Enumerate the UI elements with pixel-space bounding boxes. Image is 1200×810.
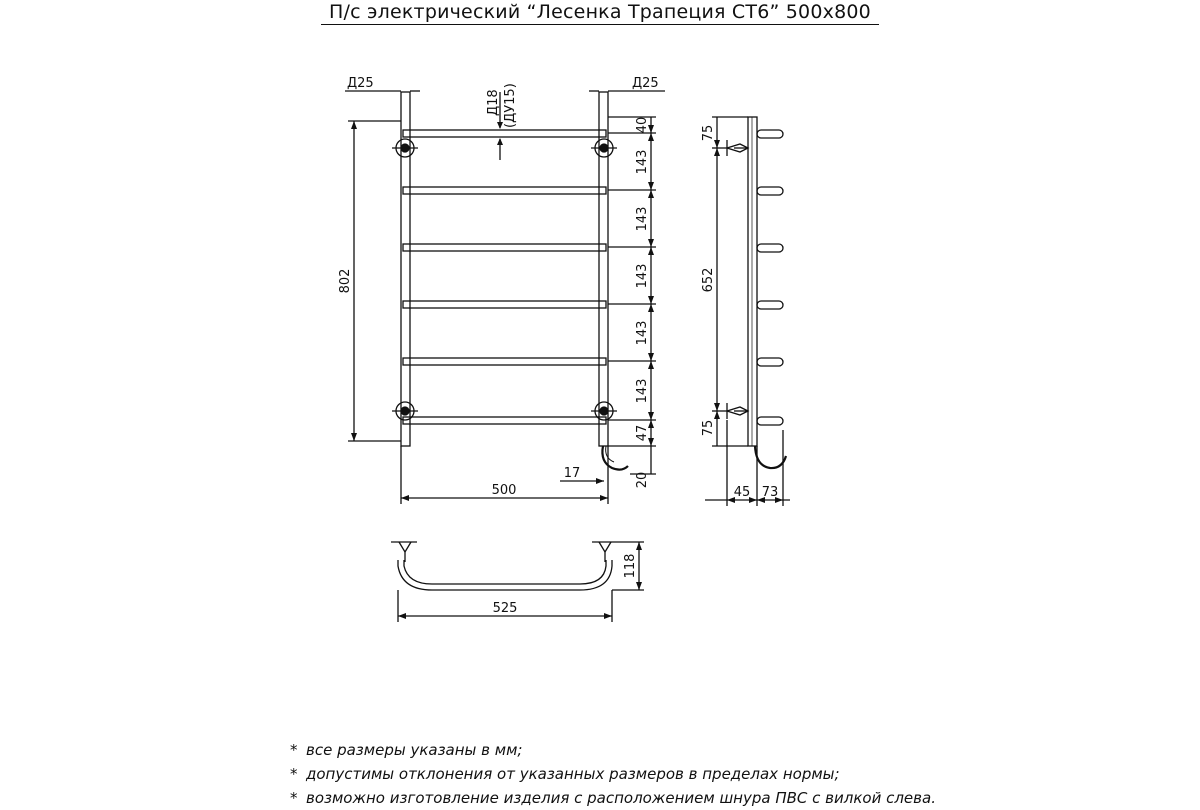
- label-side-top: 75: [701, 124, 716, 142]
- mount-bracket-top-right: [591, 139, 617, 157]
- side-pipe: [748, 117, 757, 446]
- rung-stub: [757, 301, 783, 309]
- label-pitch-2: 143: [635, 206, 650, 232]
- label-side-height: 652: [701, 267, 716, 293]
- label-plan-depth: 118: [623, 553, 638, 579]
- side-wall-bracket-bottom: [727, 403, 748, 419]
- label-d25-right: Д25: [632, 76, 659, 91]
- plan-rung-profile: [398, 560, 612, 590]
- label-cable-gap: 17: [563, 466, 581, 481]
- label-plan-width: 525: [492, 601, 518, 616]
- rungs: [403, 130, 606, 424]
- side-power-cable: [755, 446, 786, 468]
- rung-stub: [757, 358, 783, 366]
- rung: [403, 187, 606, 194]
- rung: [403, 244, 606, 251]
- label-top-offset: 40: [635, 116, 650, 134]
- plan-view: [391, 542, 644, 622]
- note-item: * возможно изготовление изделия с расположением шнура ПВС с вилкой слева.: [290, 789, 936, 807]
- plan-bracket-right: [592, 542, 618, 562]
- drawing-title: П/с электрический “Лесенка Трапеция СТ6” 500х800: [0, 0, 1200, 26]
- rung: [403, 358, 606, 365]
- label-side-wall: 45: [733, 485, 751, 500]
- rung: [403, 417, 606, 424]
- note-item: * допустимы отклонения от указанных размеров в пределах нормы;: [290, 765, 840, 783]
- label-cable-offset: 20: [635, 471, 650, 489]
- label-pitch-5: 143: [635, 378, 650, 404]
- label-d18: Д18: [486, 89, 501, 116]
- power-cable: [602, 446, 628, 470]
- label-width-front: 500: [491, 483, 517, 498]
- label-du15: (ДУ15): [503, 83, 518, 128]
- rung-stub: [757, 244, 783, 252]
- label-side-depth: 73: [761, 485, 779, 500]
- label-side-bottom: 75: [701, 419, 716, 437]
- side-wall-bracket-top: [727, 140, 748, 156]
- front-view: [345, 91, 665, 504]
- rung-stub: [757, 130, 783, 138]
- label-height-total: 802: [338, 268, 353, 294]
- rung: [403, 130, 606, 137]
- plan-bracket-left: [391, 542, 417, 562]
- rung-stub: [757, 417, 783, 425]
- rung: [403, 301, 606, 308]
- label-d25-left: Д25: [347, 76, 374, 91]
- label-bottom-offset: 47: [635, 424, 650, 442]
- label-pitch-4: 143: [635, 320, 650, 346]
- mount-bracket-top-left: [392, 139, 418, 157]
- label-pitch-1: 143: [635, 149, 650, 175]
- side-view: [705, 117, 790, 506]
- rung-stub: [757, 187, 783, 195]
- notes-list: [290, 738, 936, 810]
- label-pitch-3: 143: [635, 263, 650, 289]
- note-item: * все размеры указаны в мм;: [290, 741, 523, 759]
